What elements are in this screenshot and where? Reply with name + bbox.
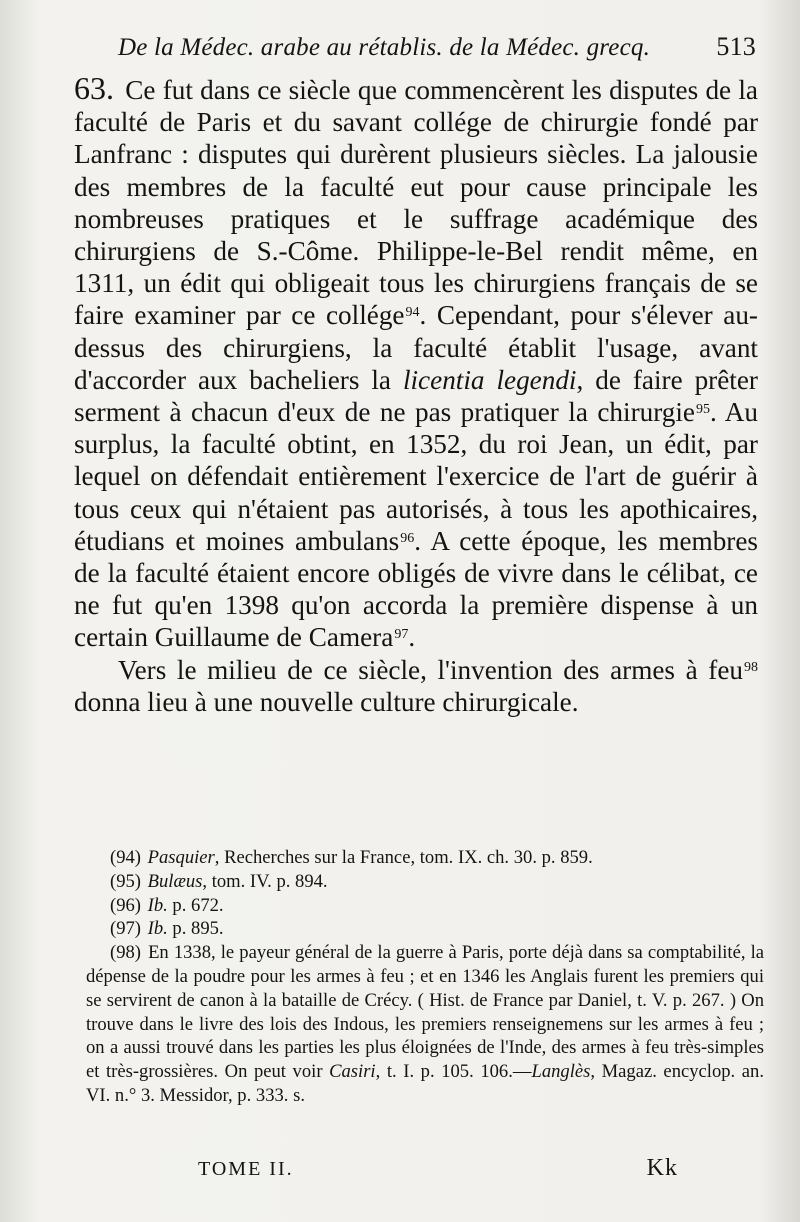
footnote-label: (94) <box>110 847 141 868</box>
footnote-94 <box>86 846 764 870</box>
latin-term: licentia legendi <box>402 364 577 395</box>
page-number: 513 <box>716 32 756 61</box>
running-title: De la Médec. arabe au rétablis. de la Médec. grecq. <box>118 34 651 61</box>
paragraph-text: Ce fut dans ce siècle que commencèrent les disputes de la faculté de Paris et du savant collége de chirurgie fondé par Lanfranc : disputes qui durèrent plusieurs siècles. La jalousie des membres de la faculté eut pour cause principale les nombreuses pratiques et le suffrage académique des chirurgiens de S.-Côme. Philippe-le-Bel rendit même, en 1311, un édit qui obligeait tous les chirurgiens français de se faire examiner par ce collége <box>74 75 758 331</box>
footnote-ref-96: 96 <box>400 530 415 546</box>
paragraph-text: Vers le milieu de ce siècle, l'invention des armes à feu <box>118 654 743 685</box>
footnote-text: p. 672. <box>167 894 224 916</box>
paragraph-text: . Cependant, pour s'élever au-dessus des chirurgiens, la faculté établit l'usage, avant d'accorder aux bacheliers la <box>74 300 758 395</box>
ibid-abbrev: Ib. <box>147 894 168 916</box>
footnote-text: , tom. IV. p. 894. <box>202 870 328 892</box>
signature-mark: Kk <box>646 1155 678 1181</box>
author-name: Casiri <box>329 1061 376 1083</box>
author-name: Langlès <box>531 1061 591 1083</box>
footnotes <box>86 846 764 1108</box>
main-text <box>74 72 758 718</box>
footnote-text: En 1338, le payeur général de la guerre à Paris, porte déjà dans sa comptabilité, la dépense de la poudre pour les armes à feu ; et en 1346 les Anglais furent les premiers qui se servirent de canon à la bataille de Crécy. ( Hist. de France par Daniel, t. V. p. 267. ) On trouve dans le livre des lois des Indous, les premiers renseignemens sur les armes à feu ; on a aussi trouvé dans les parties les plus éloignées de l'Inde, des armes à feu très-simples et très-grossières. On peut voir <box>86 942 764 1083</box>
paragraph-text: . <box>408 622 416 653</box>
footnote-label: (95) <box>110 870 141 892</box>
footnote-label: (97) <box>110 918 141 940</box>
paragraph-text: , de faire prêter serment à chacun d'eux de ne pas pratiquer la chirurgie <box>74 364 758 428</box>
footnote-97 <box>86 917 764 941</box>
footnote-text: p. 895. <box>167 918 224 940</box>
footnote-ref-97: 97 <box>394 627 409 643</box>
footnote-text: , Recherches sur la France, tom. IX. ch. 30. p. 859. <box>214 847 593 868</box>
volume-label: TOME II. <box>198 1158 294 1180</box>
paragraph-text: . A cette époque, les membres de la faculté étaient encore obligés de vivre dans le célibat, ce ne fut qu'en 1398 qu'on accorda la première dispense à un certain Guillaume de Camera <box>74 525 758 653</box>
footnote-96 <box>86 894 764 918</box>
paragraph-firearms <box>74 654 758 718</box>
footnote-text: , Magaz. encyclop. an. VI. n.° 3. Messidor, p. 333. s. <box>86 1061 764 1106</box>
paragraph-text: . Au surplus, la faculté obtint, en 1352, du roi Jean, un édit, par lequel on défendait entièrement l'exercice de l'art de guérir à tous ceux qui n'étaient pas autorisés, à tous les apothicaires, étudians et moines ambulans <box>74 397 759 556</box>
author-name: Bulæus <box>147 870 203 892</box>
paragraph-number: 63. <box>74 70 114 106</box>
footnote-ref-98: 98 <box>744 659 758 675</box>
footnote-text: , t. I. p. 105. 106.— <box>375 1061 532 1083</box>
ibid-abbrev: Ib. <box>147 918 168 940</box>
footnote-ref-95: 95 <box>696 402 711 418</box>
footnote-label: (96) <box>110 894 141 916</box>
footnote-98 <box>86 941 764 1108</box>
footnote-label: (98) <box>110 942 141 964</box>
footnote-95 <box>86 870 764 894</box>
paragraph-63 <box>74 72 758 654</box>
author-name: Pasquier <box>147 847 215 868</box>
footnote-ref-94: 94 <box>405 305 420 321</box>
running-header <box>118 30 756 70</box>
paragraph-text: donna lieu à une nouvelle culture chirurgicale. <box>74 686 579 717</box>
